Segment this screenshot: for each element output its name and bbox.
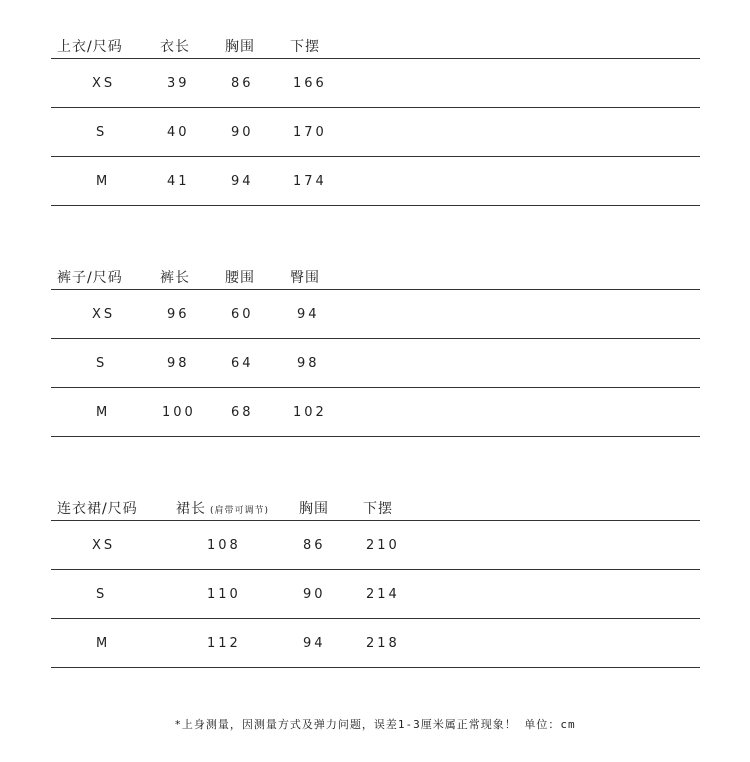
value-cell: 68 xyxy=(231,405,254,420)
value-cell: 39 xyxy=(167,76,190,91)
measurement-note: *上身测量，因测量方式及弹力问题，误差1-3厘米属正常现象！ 单位：cm xyxy=(174,718,576,731)
table-row xyxy=(51,108,700,157)
column-header-size: 连衣裙/尺码 xyxy=(57,501,138,517)
value-cell: 94 xyxy=(303,636,326,651)
table-row xyxy=(51,59,700,108)
table-row xyxy=(51,570,700,619)
value-cell: 108 xyxy=(207,538,241,553)
value-cell: 166 xyxy=(293,76,327,91)
column-header-chest: 胸围 xyxy=(225,39,255,55)
value-cell: 86 xyxy=(303,538,326,553)
size-cell: XS xyxy=(92,76,116,91)
table-row xyxy=(51,290,700,339)
value-cell: 98 xyxy=(167,356,190,371)
table-header xyxy=(51,498,700,520)
column-header-hip: 臀围 xyxy=(290,270,320,286)
column-header-size: 上衣/尺码 xyxy=(57,39,123,55)
size-cell: S xyxy=(96,587,108,602)
value-cell: 98 xyxy=(297,356,320,371)
size-cell: XS xyxy=(92,538,116,553)
table-row xyxy=(51,157,700,206)
table-row xyxy=(51,339,700,388)
value-cell: 112 xyxy=(207,636,241,651)
size-cell: M xyxy=(96,405,111,420)
value-cell: 218 xyxy=(366,636,400,651)
value-cell: 94 xyxy=(297,307,320,322)
column-header-waist: 腰围 xyxy=(225,270,255,286)
column-header-length: 衣长 xyxy=(160,39,190,55)
column-header-chest: 胸围 xyxy=(299,501,329,517)
value-cell: 102 xyxy=(293,405,327,420)
value-cell: 174 xyxy=(293,174,327,189)
column-header-length: 裤长 xyxy=(160,270,190,286)
value-cell: 96 xyxy=(167,307,190,322)
size-cell: M xyxy=(96,636,111,651)
column-header-hem: 下摆 xyxy=(290,39,320,55)
value-cell: 214 xyxy=(366,587,400,602)
column-header-hem: 下摆 xyxy=(363,501,393,517)
value-cell: 110 xyxy=(207,587,241,602)
dress-size-table xyxy=(51,498,700,668)
header-text: 裙长 xyxy=(176,501,206,517)
column-header-length xyxy=(176,498,269,518)
value-cell: 40 xyxy=(167,125,190,140)
table-row xyxy=(51,521,700,570)
size-cell: XS xyxy=(92,307,116,322)
value-cell: 86 xyxy=(231,76,254,91)
tops-size-table xyxy=(51,36,700,206)
column-header-size: 裤子/尺码 xyxy=(57,270,123,286)
table-header xyxy=(51,36,700,58)
value-cell: 210 xyxy=(366,538,400,553)
pants-size-table xyxy=(51,267,700,437)
size-cell: S xyxy=(96,125,108,140)
size-cell: M xyxy=(96,174,111,189)
value-cell: 100 xyxy=(162,405,196,420)
table-row xyxy=(51,619,700,668)
table-header xyxy=(51,267,700,289)
value-cell: 64 xyxy=(231,356,254,371)
value-cell: 94 xyxy=(231,174,254,189)
table-row xyxy=(51,388,700,437)
value-cell: 90 xyxy=(303,587,326,602)
value-cell: 90 xyxy=(231,125,254,140)
value-cell: 41 xyxy=(167,174,190,189)
header-note: (肩带可调节) xyxy=(210,506,270,516)
value-cell: 60 xyxy=(231,307,254,322)
value-cell: 170 xyxy=(293,125,327,140)
size-cell: S xyxy=(96,356,108,371)
